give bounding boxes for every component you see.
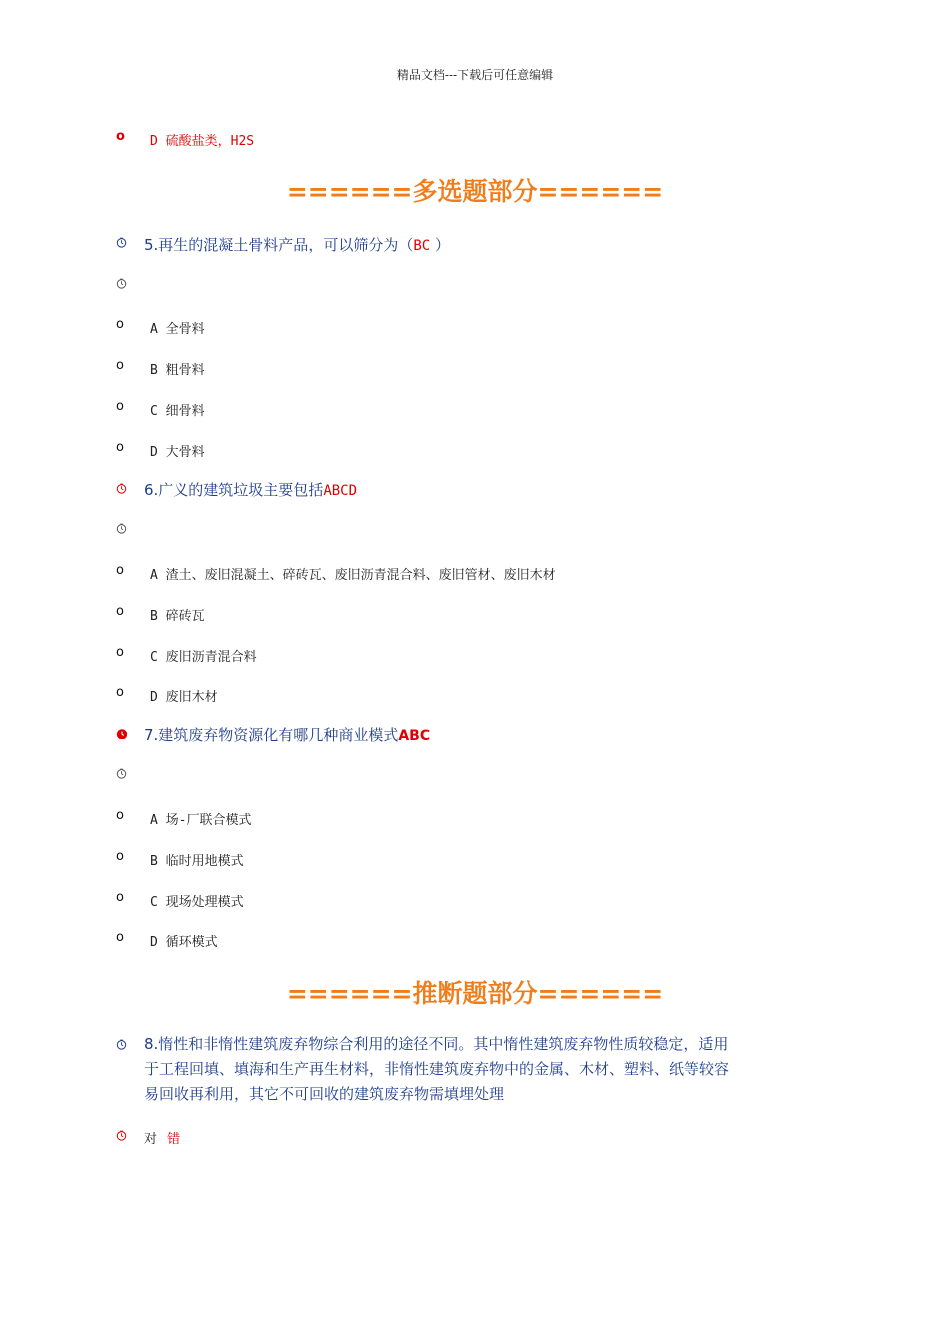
clock-icon [116,278,127,289]
judge-options [144,1128,180,1147]
answer-key: ABCD [323,483,358,499]
list-bullet: o [116,440,124,455]
answer-key: BC [413,238,431,254]
option-d[interactable]: D 大骨料 [150,445,205,460]
question-text: 6.广义的建筑垃圾主要包括 [144,481,324,499]
clock-icon [116,523,127,534]
question-7 [144,724,430,745]
option-c[interactable]: C 废旧沥青混合料 [150,650,257,665]
question-line: 于工程回填、填海和生产再生材料，非惰性建筑废弃物中的金属、木材、塑料、纸等较容 [144,1060,730,1078]
question-text: 7.建筑废弃物资源化有哪几种商业模式 [144,726,399,744]
option-wrong-selected[interactable]: 错 [167,1132,181,1147]
list-bullet: o [116,129,125,144]
question-6 [144,479,357,500]
question-line: 8.惰性和非惰性建筑废弃物综合利用的途径不同。其中惰性建筑废弃物性质较稳定，适用 [144,1035,729,1053]
clock-icon [116,237,127,248]
question-suffix: ） [434,236,450,254]
question-text: 5.再生的混凝土骨料产品，可以筛分为（ [144,236,414,254]
list-bullet: o [116,930,124,945]
section-title-judge: ======推断题部分====== [286,979,664,1008]
list-bullet: o [116,645,124,660]
list-bullet: o [116,358,124,373]
clock-icon [116,483,127,494]
option-a[interactable]: A 全骨料 [150,322,205,337]
list-bullet: o [116,563,124,578]
option-c[interactable]: C 现场处理模式 [150,895,244,910]
answer-key: ABC [398,728,431,744]
section-title-multi: ======多选题部分====== [286,177,664,206]
question-line: 易回收再利用，其它不可回收的建筑废弃物需填埋处理 [144,1085,505,1103]
list-bullet: o [116,890,124,905]
list-bullet: o [116,317,124,332]
option-a[interactable]: A 渣土、废旧混凝土、碎砖瓦、废旧沥青混合料、废旧管材、废旧木材 [150,568,556,583]
list-bullet: o [116,399,124,414]
option-b[interactable]: B 临时用地模式 [150,854,244,869]
option-correct[interactable]: 对 [144,1132,158,1147]
option-b[interactable]: B 粗骨料 [150,363,205,378]
option-d[interactable]: D 废旧木材 [150,690,218,705]
list-bullet: o [116,685,124,700]
clock-icon [116,1039,127,1050]
option-d-selected[interactable]: D 硫酸盐类，H2S [150,134,255,149]
list-bullet: o [116,604,124,619]
option-b[interactable]: B 碎砖瓦 [150,609,205,624]
question-8 [144,1032,804,1107]
option-c[interactable]: C 细骨料 [150,404,205,419]
clock-icon [116,768,127,779]
list-bullet: o [116,808,124,823]
list-bullet: o [116,849,124,864]
option-a[interactable]: A 场-厂联合模式 [150,813,252,828]
clock-icon [116,1130,127,1141]
alarm-icon [116,728,127,739]
option-d[interactable]: D 循环模式 [150,935,218,950]
page-header: 精品文档---下载后可任意编辑 [396,68,554,82]
question-5 [144,234,450,255]
